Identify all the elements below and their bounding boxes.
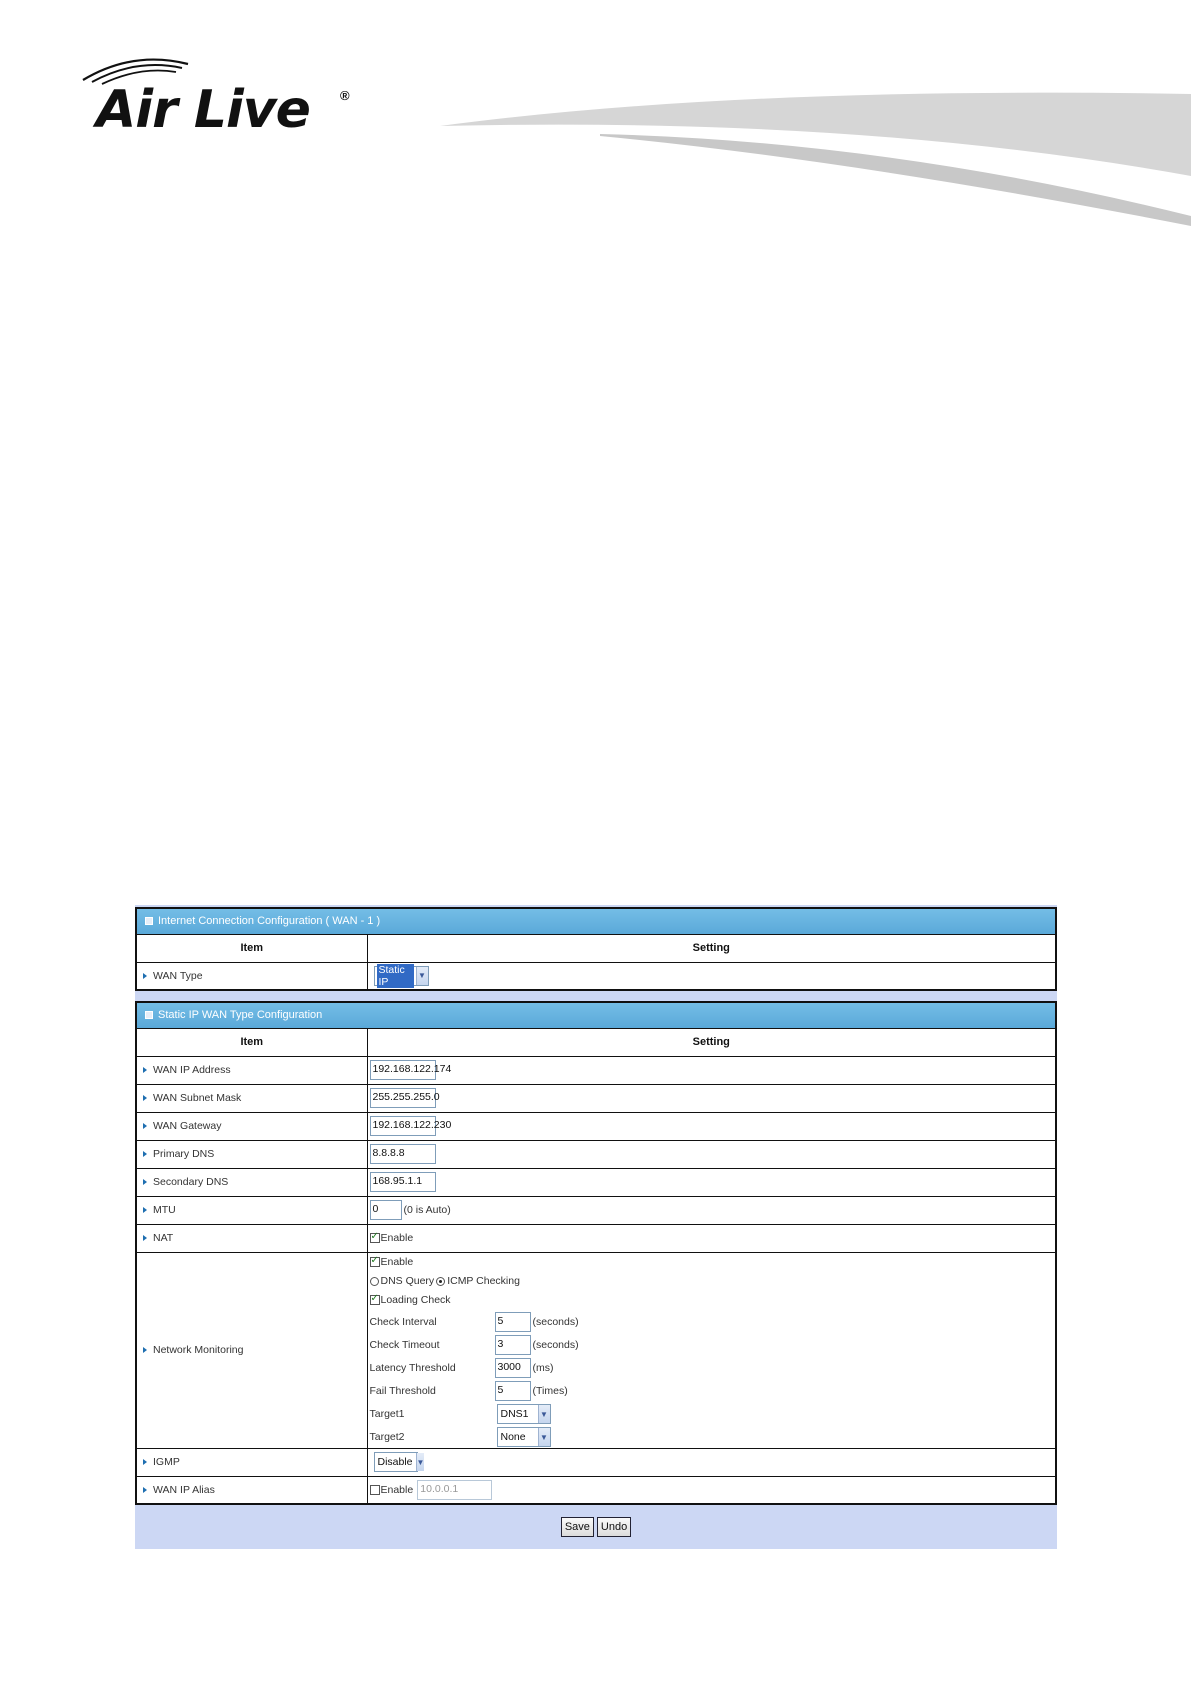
wan-ip-input[interactable]: 192.168.122.174 (370, 1060, 436, 1080)
arrow-right-icon (143, 1095, 147, 1101)
chevron-down-icon: ▼ (538, 1405, 550, 1423)
igmp-select[interactable]: Disable ▼ (374, 1452, 418, 1472)
static-section-title (136, 1002, 1056, 1028)
fail-threshold-label: Fail Threshold (369, 1385, 436, 1397)
static-ip-table (135, 1001, 1057, 1505)
arrow-right-icon (143, 1347, 147, 1353)
primary-dns-input[interactable]: 8.8.8.8 (370, 1144, 436, 1164)
dns-query-label: DNS Query (380, 1275, 435, 1287)
arrow-right-icon (143, 1123, 147, 1129)
wan-connection-table (135, 907, 1057, 991)
fail-threshold-unit: (Times) (532, 1385, 568, 1397)
arrow-right-icon (143, 1151, 147, 1157)
column-header-setting: Setting (367, 934, 1056, 962)
icmp-checking-radio[interactable] (436, 1277, 445, 1286)
network-monitoring-label: Network Monitoring (136, 1252, 367, 1448)
check-interval-label: Check Interval (369, 1316, 437, 1328)
airlive-logo (78, 52, 358, 142)
arrow-right-icon (143, 1487, 147, 1493)
arrow-right-icon (143, 1459, 147, 1465)
wan-ip-alias-label: WAN IP Alias (136, 1476, 367, 1504)
collapse-icon[interactable] (145, 1011, 153, 1019)
check-timeout-label: Check Timeout (369, 1339, 440, 1351)
undo-button[interactable]: Undo (597, 1517, 631, 1537)
gateway-input[interactable]: 192.168.122.230 (370, 1116, 436, 1136)
primary-dns-label: Primary DNS (136, 1140, 367, 1168)
config-panel (135, 905, 1057, 1549)
column-header-item: Item (136, 934, 367, 962)
alias-ip-input[interactable]: 10.0.0.1 (417, 1480, 492, 1500)
alias-enable-checkbox[interactable] (370, 1485, 380, 1495)
latency-threshold-unit: (ms) (532, 1362, 554, 1374)
collapse-icon[interactable] (145, 917, 153, 925)
icmp-checking-label: ICMP Checking (447, 1275, 520, 1287)
logo-wordmark: Air Live (96, 80, 310, 140)
mtu-input[interactable]: 0 (370, 1200, 402, 1220)
wan-type-select[interactable]: Static IP ▼ (374, 966, 429, 986)
subnet-mask-input[interactable]: 255.255.255.0 (370, 1088, 436, 1108)
fail-threshold-input[interactable]: 5 (495, 1381, 531, 1401)
column-header-item: Item (136, 1028, 367, 1056)
wan-type-label: WAN Type (136, 962, 367, 990)
chevron-down-icon: ▼ (416, 967, 428, 985)
loading-check-checkbox[interactable] (370, 1295, 380, 1305)
check-timeout-unit: (seconds) (532, 1339, 579, 1351)
chevron-down-icon: ▼ (416, 1453, 425, 1471)
arrow-right-icon (143, 973, 147, 979)
arrow-right-icon (143, 1207, 147, 1213)
netmon-enable-checkbox[interactable] (370, 1257, 380, 1267)
chevron-down-icon: ▼ (538, 1428, 550, 1446)
save-button[interactable]: Save (561, 1517, 594, 1537)
registered-mark: ® (340, 88, 350, 103)
check-interval-input[interactable]: 5 (495, 1312, 531, 1332)
nat-enable-label: Enable (380, 1232, 414, 1245)
header-swoosh (440, 86, 1191, 226)
target2-label: Target2 (369, 1431, 405, 1443)
action-bar (135, 1505, 1057, 1549)
static-section-title-text: Static IP WAN Type Configuration (158, 1009, 323, 1022)
netmon-enable-label: Enable (380, 1256, 414, 1268)
target1-select[interactable]: DNS1 ▼ (497, 1404, 551, 1424)
mtu-label: MTU (136, 1196, 367, 1224)
secondary-dns-label: Secondary DNS (136, 1168, 367, 1196)
dns-query-radio[interactable] (370, 1277, 379, 1286)
secondary-dns-input[interactable]: 168.95.1.1 (370, 1172, 436, 1192)
subnet-mask-label: WAN Subnet Mask (136, 1084, 367, 1112)
alias-enable-label: Enable (380, 1483, 414, 1496)
wan-section-title-text: Internet Connection Configuration ( WAN - 1 ) (158, 915, 381, 928)
loading-check-label: Loading Check (380, 1294, 451, 1306)
arrow-right-icon (143, 1179, 147, 1185)
nat-label: NAT (136, 1224, 367, 1252)
latency-threshold-input[interactable]: 3000 (495, 1358, 531, 1378)
wan-ip-label: WAN IP Address (136, 1056, 367, 1084)
latency-threshold-label: Latency Threshold (369, 1362, 456, 1374)
check-timeout-input[interactable]: 3 (495, 1335, 531, 1355)
check-interval-unit: (seconds) (532, 1316, 579, 1328)
gateway-label: WAN Gateway (136, 1112, 367, 1140)
target1-label: Target1 (369, 1408, 405, 1420)
nat-enable-checkbox[interactable] (370, 1233, 380, 1243)
wan-section-title (136, 908, 1056, 934)
column-header-setting: Setting (367, 1028, 1056, 1056)
mtu-hint: (0 is Auto) (403, 1204, 451, 1216)
target2-select[interactable]: None ▼ (497, 1427, 551, 1447)
igmp-label: IGMP (136, 1448, 367, 1476)
arrow-right-icon (143, 1067, 147, 1073)
arrow-right-icon (143, 1235, 147, 1241)
